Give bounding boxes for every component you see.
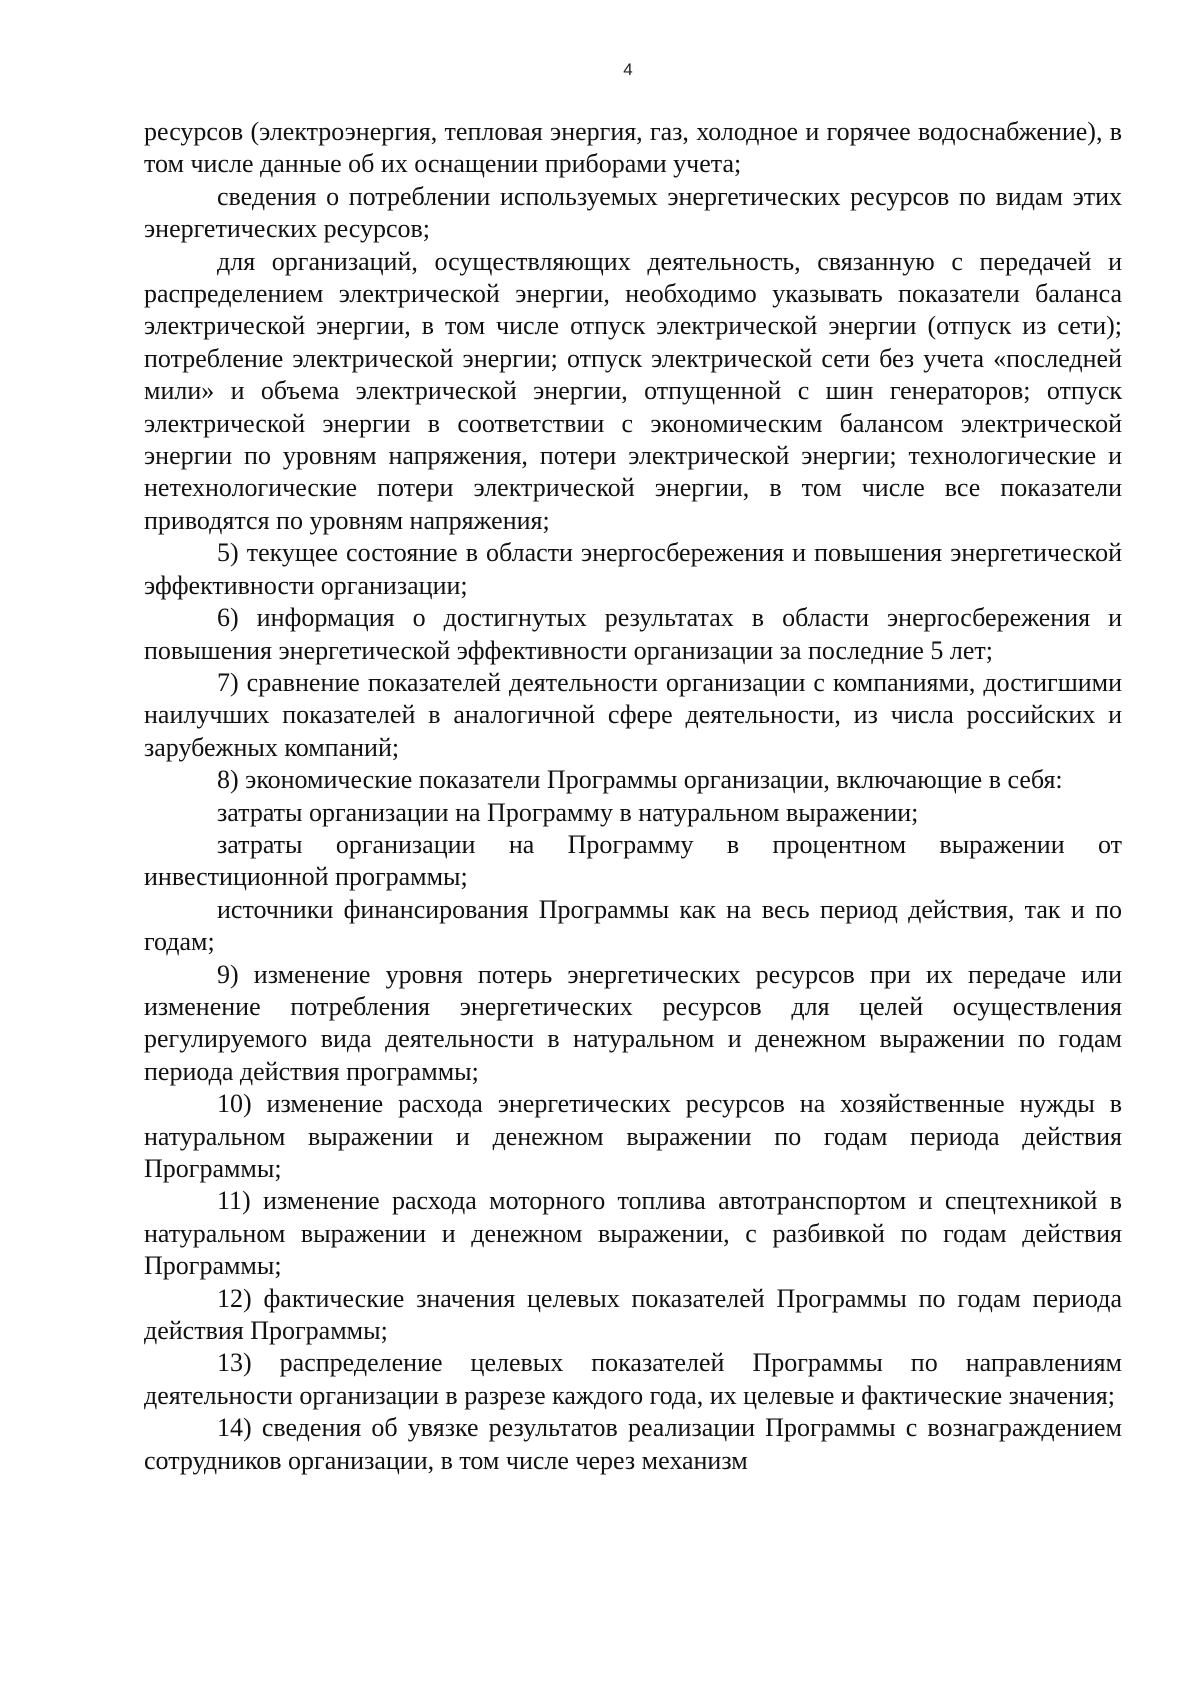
paragraph-item-13: 13) распределение целевых показателей Программы по направлениям деятельности организации в разрезе каждого года, их целевые и фактические значения; [144, 1348, 1122, 1410]
paragraph-resources-continued: ресурсов (электроэнергия, тепловая энергия, газ, холодное и горячее водоснабжение), в том числе данные об их оснащении приборами учета; [144, 117, 1122, 179]
page-number: 4 [623, 60, 633, 79]
paragraph-consumption-info: сведения о потреблении используемых энергетических ресурсов по видам этих энергетических ресурсов; [144, 181, 1122, 244]
paragraph-funding-sources: источники финансирования Программы как на весь период действия, так и по годам; [144, 894, 1122, 957]
paragraph-item-10: 10) изменение расхода энергетических ресурсов на хозяйственные нужды в натуральном выражении и денежном выражении по годам периода действия Программы; [144, 1089, 1122, 1183]
paragraph-item-9: 9) изменение уровня потерь энергетических ресурсов при их передаче или изменение потребления энергетических ресурсов для целей осуществления регулируемого вида деятельности в натуральном и денежном выражении по годам периода действия программы; [144, 959, 1122, 1086]
paragraph-electric-balance: для организаций, осуществляющих деятельность, связанную с передачей и распределением электрической энергии, необходимо указывать показатели баланса электрической энергии, в том числе отпуск электрической энергии (отпуск из сети); потребление электрической энергии; отпуск электрической сети без учета «последней мили» и объема электрической энергии, отпущенной с шин генераторов; отпуск электрической энергии в соответствии с экономическим балансом электрической энергии по уровням напряжения, потери электрической энергии; технологические и нетехнологические потери электрической энергии, в том числе все показатели приводятся по уровням напряжения; [144, 246, 1122, 535]
paragraph-costs-natural: затраты организации на Программу в натуральном выражении; [217, 797, 919, 827]
paragraph-costs-percent: затраты организации на Программу в процентном выражении от инвестиционной программы; [144, 829, 1122, 892]
document-body [144, 116, 1122, 1477]
paragraph-item-7: 7) сравнение показателей деятельности организации с компаниями, достигшими наилучших показателей в аналогичной сфере деятельности, из числа российских и зарубежных компаний; [144, 667, 1122, 762]
paragraph-item-12: 12) фактические значения целевых показателей Программы по годам периода действия Программы; [144, 1283, 1122, 1346]
paragraph-item-5: 5) текущее состояние в области энергосбережения и повышения энергетической эффективности организации; [144, 538, 1122, 600]
paragraph-item-14: 14) сведения об увязке результатов реализации Программы с вознаграждением сотрудников организации, в том числе через механизм [144, 1413, 1122, 1475]
paragraph-item-11: 11) изменение расхода моторного топлива автотранспортом и спецтехникой в натуральном выражении и денежном выражении, с разбивкой по годам действия Программы; [144, 1186, 1122, 1281]
paragraph-item-6: 6) информация о достигнутых результатах в области энергосбережения и повышения энергетической эффективности организации за последние 5 лет; [144, 603, 1122, 665]
paragraph-item-8: 8) экономические показатели Программы организации, включающие в себя: [217, 765, 1063, 795]
